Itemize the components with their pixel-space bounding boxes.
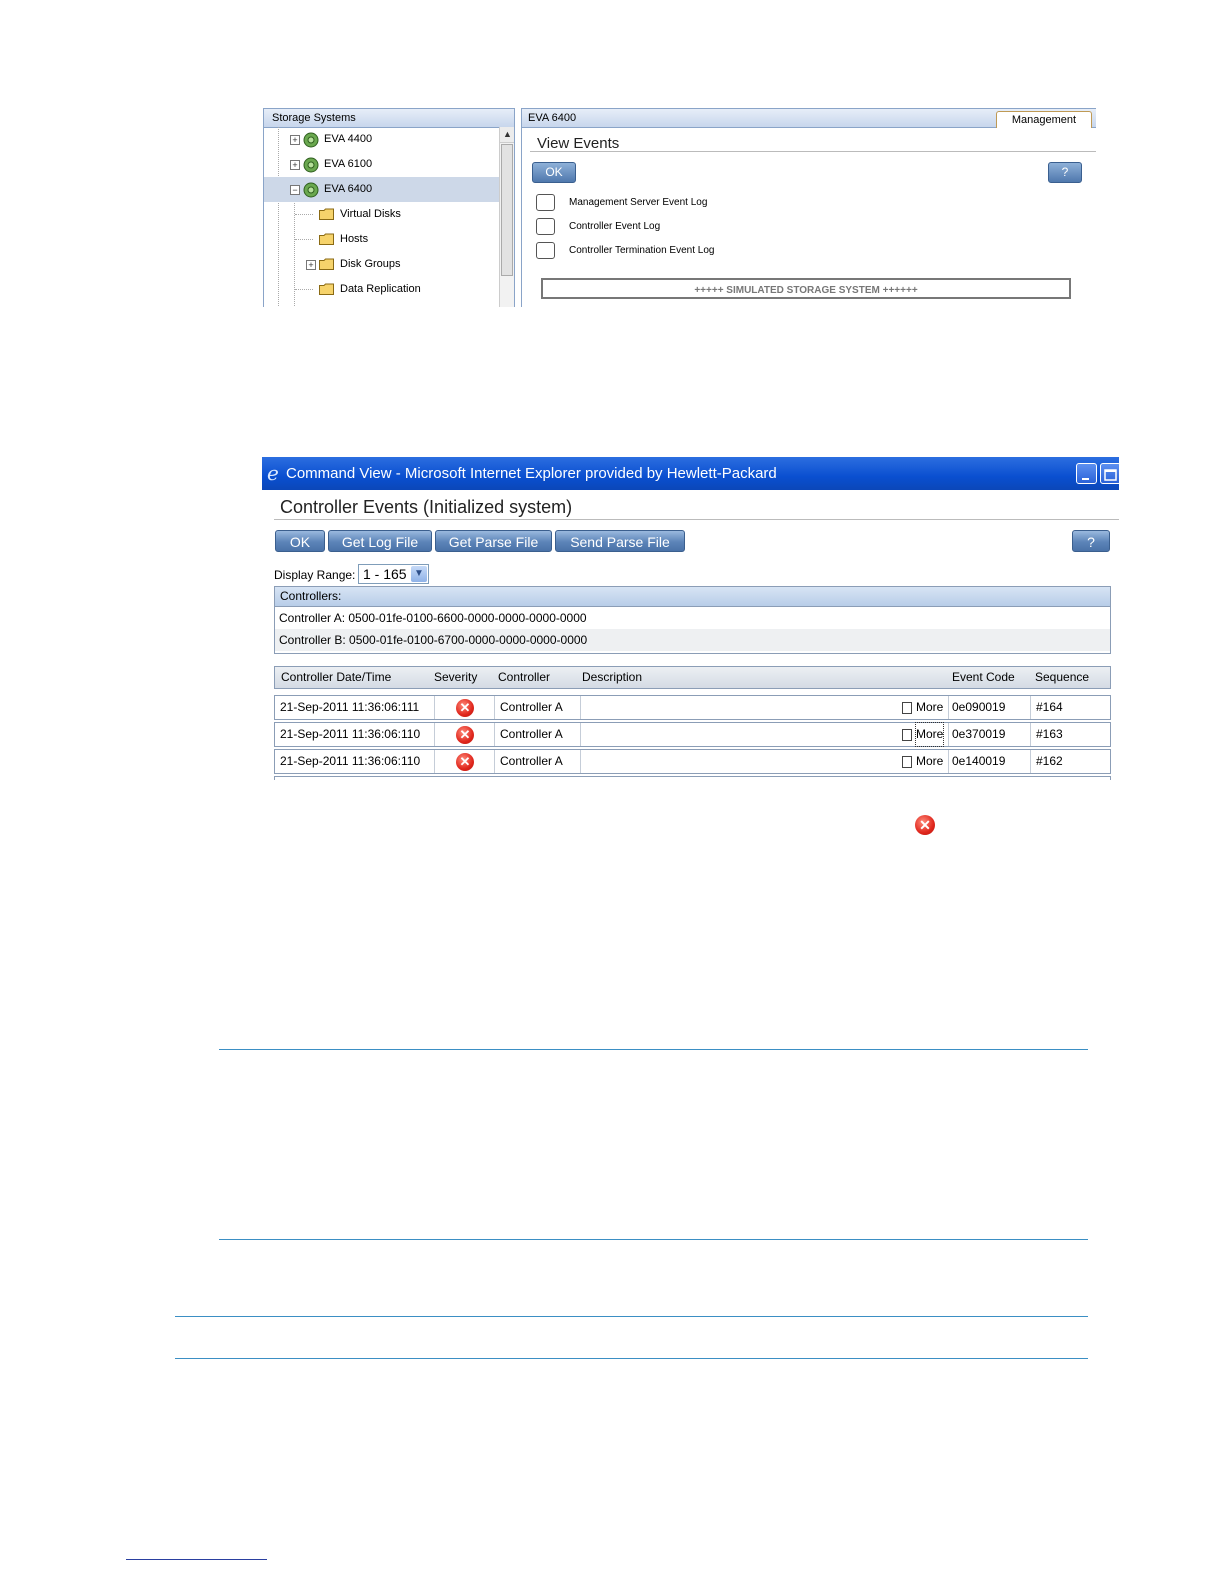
maximize-button[interactable] <box>1100 463 1119 484</box>
table-row[interactable] <box>274 695 1111 720</box>
tree-item-label: Data Replication <box>340 283 421 295</box>
folder-icon <box>319 283 334 295</box>
event-code: 0e370019 <box>952 727 1006 741</box>
expand-icon[interactable]: + <box>290 135 300 145</box>
tree-item-hosts[interactable] <box>264 227 499 252</box>
get-log-file-button[interactable]: Get Log File <box>328 530 432 552</box>
view-events-screenshot <box>263 108 1096 307</box>
tree-item-eva-6400[interactable] <box>264 177 499 202</box>
folder-icon <box>319 233 334 245</box>
storage-systems-tree <box>263 108 515 307</box>
event-sequence: #163 <box>1036 727 1063 741</box>
more-link[interactable]: More <box>916 700 944 714</box>
ok-button[interactable]: OK <box>532 162 576 183</box>
controller-b-row: Controller B: 0500-01fe-0100-6700-0000-0000-0000-0000 <box>275 629 1110 651</box>
option-label: Controller Event Log <box>569 221 661 232</box>
ok-button[interactable]: OK <box>275 530 325 552</box>
checkbox[interactable] <box>536 194 555 211</box>
display-range-value: 1 - 165 <box>363 566 407 582</box>
controllers-header: Controllers: <box>275 587 1110 607</box>
event-controller: Controller A <box>500 700 563 714</box>
column-header-controller[interactable]: Controller <box>498 670 551 684</box>
event-datetime: 21-Sep-2011 11:36:06:111 <box>280 700 420 714</box>
window-title-bar <box>262 457 1119 490</box>
tree-item-disk-groups[interactable] <box>264 252 499 277</box>
table-row-partial <box>274 776 1111 780</box>
expand-icon[interactable]: + <box>306 260 316 270</box>
document-icon[interactable] <box>902 756 912 768</box>
event-sequence: #162 <box>1036 754 1063 768</box>
more-link[interactable]: More <box>916 723 943 746</box>
table-row[interactable] <box>274 749 1111 774</box>
column-header-event-code[interactable]: Event Code <box>952 670 1015 684</box>
controller-events-screenshot <box>262 457 1119 780</box>
tab-management[interactable]: Management <box>996 111 1092 128</box>
event-datetime: 21-Sep-2011 11:36:06:110 <box>280 754 421 768</box>
event-code: 0e140019 <box>952 754 1006 768</box>
table-row[interactable] <box>274 722 1111 747</box>
error-icon: ✕ <box>456 699 474 717</box>
tree-item-label: EVA 6100 <box>324 158 373 170</box>
title-divider <box>274 519 1119 520</box>
column-header-description[interactable]: Description <box>582 670 643 684</box>
simulated-system-banner: +++++ SIMULATED STORAGE SYSTEM ++++++ <box>541 278 1071 299</box>
event-controller: Controller A <box>500 727 563 741</box>
storage-system-icon <box>303 157 319 173</box>
section-rule-1 <box>175 1316 1088 1317</box>
chevron-down-icon[interactable]: ▼ <box>411 566 427 582</box>
tree-item-label: EVA 4400 <box>324 133 373 145</box>
controller-a-row: Controller A: 0500-01fe-0100-6600-0000-0000-0000-0000 <box>279 611 587 625</box>
event-datetime: 21-Sep-2011 11:36:06:110 <box>280 727 421 741</box>
page-title: Controller Events (Initialized system) <box>280 497 573 517</box>
title-divider <box>530 151 1096 152</box>
page-title: View Events <box>537 135 620 152</box>
storage-system-icon <box>303 182 319 198</box>
tree-scrollbar[interactable] <box>499 127 515 307</box>
option-label: Management Server Event Log <box>569 197 708 208</box>
tree-item-eva-4400[interactable] <box>264 127 499 152</box>
scrollbar-thumb[interactable] <box>501 144 513 276</box>
error-icon: ✕ <box>456 753 474 771</box>
display-range-label: Display Range: <box>274 568 356 582</box>
tree-item-eva-6100[interactable] <box>264 152 499 177</box>
document-icon[interactable] <box>902 729 912 741</box>
events-table-header <box>274 666 1111 689</box>
send-parse-file-button[interactable]: Send Parse File <box>555 530 685 552</box>
collapse-icon[interactable]: − <box>290 185 300 195</box>
maximize-icon <box>1101 466 1119 485</box>
event-controller: Controller A <box>500 754 563 768</box>
tree-item-data-replication[interactable] <box>264 277 499 302</box>
column-header-sequence[interactable]: Sequence <box>1035 670 1090 684</box>
tree-header: Storage Systems <box>264 109 514 128</box>
help-button[interactable]: ? <box>1072 530 1110 552</box>
panel-header <box>522 109 1096 128</box>
window-title: Command View - Microsoft Internet Explorer provided by Hewlett-Packard <box>286 465 777 482</box>
error-icon: ✕ <box>456 726 474 744</box>
note-top-rule <box>219 1049 1088 1050</box>
minimize-icon <box>1077 466 1096 485</box>
section-rule-2 <box>175 1358 1088 1359</box>
tree-item-label: Virtual Disks <box>340 208 401 220</box>
note-bottom-rule <box>219 1239 1088 1240</box>
scroll-up-icon[interactable]: ▲ <box>500 127 515 143</box>
option-label: Controller Termination Event Log <box>569 245 715 256</box>
checkbox[interactable] <box>536 242 555 259</box>
storage-system-icon <box>303 132 319 148</box>
folder-icon <box>319 208 334 220</box>
tree-item-virtual-disks[interactable] <box>264 202 499 227</box>
checkbox[interactable] <box>536 218 555 235</box>
tree-item-label: EVA 6400 <box>324 183 373 195</box>
column-header-datetime[interactable]: Controller Date/Time <box>281 670 392 684</box>
column-header-severity[interactable]: Severity <box>434 670 478 684</box>
event-code: 0e090019 <box>952 700 1006 714</box>
error-icon: ✕ <box>915 815 935 835</box>
panel-header-title: EVA 6400 <box>528 112 577 124</box>
tree-item-label: Hosts <box>340 233 369 245</box>
expand-icon[interactable]: + <box>290 160 300 170</box>
folder-icon <box>319 258 334 270</box>
display-range-select[interactable] <box>358 564 429 584</box>
tree-item-label: Disk Groups <box>340 258 401 270</box>
document-icon[interactable] <box>902 702 912 714</box>
view-events-panel <box>521 108 1096 307</box>
more-link[interactable]: More <box>916 754 944 768</box>
minimize-button[interactable] <box>1076 463 1097 484</box>
ie-logo-icon: e <box>267 461 279 485</box>
controllers-table <box>274 586 1111 654</box>
get-parse-file-button[interactable]: Get Parse File <box>435 530 552 552</box>
footer-link-underline <box>126 1559 267 1560</box>
event-sequence: #164 <box>1036 700 1063 714</box>
help-button[interactable]: ? <box>1048 162 1082 183</box>
